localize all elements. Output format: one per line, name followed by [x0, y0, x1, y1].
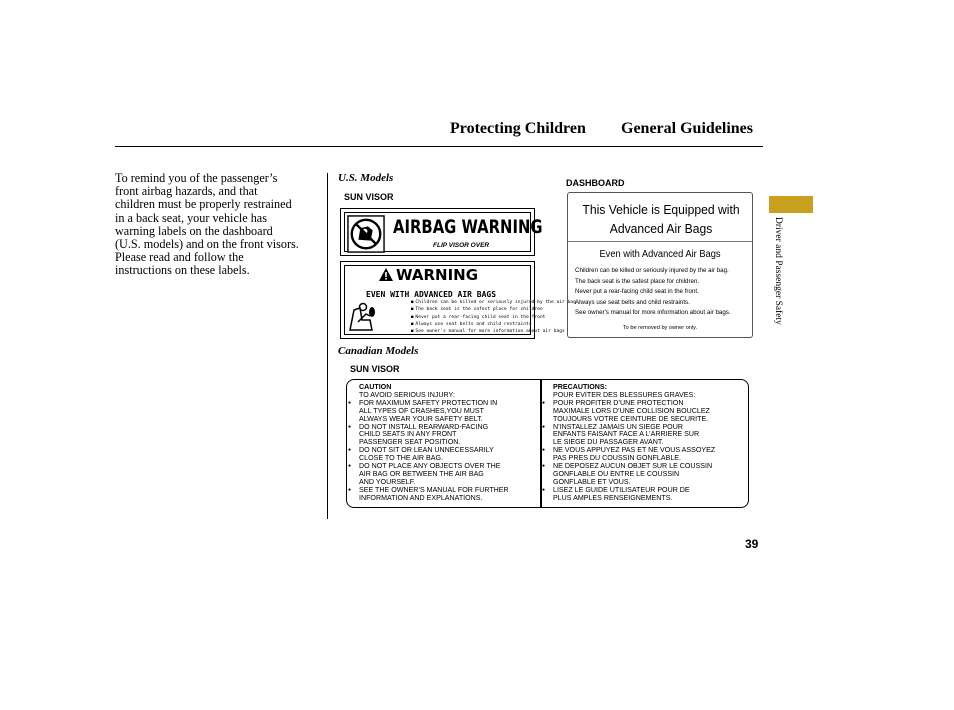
dashboard-subtitle: Even with Advanced Air Bags [599, 249, 721, 260]
caution-item: ● FOR MAXIMUM SAFETY PROTECTION IN [359, 400, 509, 408]
precautions-column [553, 384, 715, 503]
canadian-models-heading: Canadian Models [338, 345, 419, 357]
precautions-item: ● NE VOUS APPUYEZ PAS ET NE VOUS ASSOYEZ [553, 447, 715, 455]
section-tab [769, 196, 813, 213]
list-item: ■ See owner's manual for more information about air bags [411, 328, 576, 335]
precautions-lead: POUR EVITER DES BLESSURES GRAVES: [553, 390, 696, 399]
side-section-label: Driver and Passenger Safety [773, 217, 783, 325]
intro-line: To remind you of the passenger’s [115, 171, 278, 185]
list-item: The back seat is the safest place for children. [575, 277, 700, 285]
intro-line: front airbag hazards, and that [115, 184, 258, 199]
list-item: ■ Always use seat belts and child restraints [411, 321, 576, 328]
warning-triangle-icon [379, 268, 393, 281]
precautions-item-cont: TOUJOURS VOTRE CEINTURE DE SECURITE. [553, 414, 709, 423]
intro-line: in a back seat, your vehicle has [115, 210, 267, 225]
precautions-item: ● NE DEPOSEZ AUCUN OBJET SUR LE COUSSIN [553, 463, 715, 471]
caution-column [359, 384, 509, 503]
precautions-item: ● N’INSTALLEZ JAMAIS UN SIEGE POUR [553, 424, 715, 432]
page-number: 39 [745, 537, 759, 551]
subsection-title: General Guidelines [621, 120, 753, 137]
caution-item: ● DO NOT SIT OR LEAN UNNECESSARILY [359, 447, 509, 455]
list-item: Always use seat belts and child restraints. [575, 298, 690, 306]
warning-title: WARNING [396, 266, 479, 284]
caution-item-cont: PASSENGER SEAT POSITION. [359, 438, 461, 447]
precautions-item: ● LISEZ LE GUIDE UTILISATEUR POUR DE [553, 487, 715, 495]
intro-line: children must be properly restrained [115, 197, 292, 212]
precautions-item-cont: GONFLABLE OU ENTRE LE COUSSIN [553, 469, 680, 478]
column-divider [327, 173, 328, 519]
list-item: See owner's manual for more information about air bags. [575, 309, 731, 317]
caution-item: ● DO NOT PLACE ANY OBJECTS OVER THE [359, 463, 509, 471]
dashboard-title-line: Advanced Air Bags [609, 221, 713, 236]
canadian-visor-label [346, 379, 749, 508]
intro-line: instructions on these labels. [115, 263, 250, 278]
warning-subtitle: EVEN WITH ADVANCED AIR BAGS [366, 290, 497, 299]
dashboard-title [578, 200, 744, 238]
us-models-heading: U.S. Models [338, 172, 394, 184]
precautions-title: PRECAUTIONS: [553, 383, 607, 391]
passenger-airbag-illustration-icon [348, 300, 376, 334]
us-sun-visor-label: SUN VISOR [344, 192, 394, 202]
canadian-sun-visor-label: SUN VISOR [350, 364, 400, 374]
dashboard-divider [568, 241, 752, 242]
list-item: Never put a rear-facing child seat in the front. [575, 288, 699, 296]
intro-paragraph [115, 172, 327, 278]
no-child-seat-icon [347, 215, 385, 253]
airbag-warning-label [340, 208, 543, 256]
caution-item-cont: AIR BAG OR BETWEEN THE AIR BAG [359, 469, 484, 478]
caution-item-cont: CHILD SEATS IN ANY FRONT [359, 430, 457, 439]
intro-line: Please read and follow the [115, 250, 244, 265]
caution-item-cont: ALWAYS WEAR YOUR SAFETY BELT. [359, 414, 483, 423]
caution-item-cont: ALL TYPES OF CRASHES,YOU MUST [359, 406, 484, 415]
dashboard-list [575, 266, 731, 319]
warning-list [411, 299, 576, 335]
intro-line: warning labels on the dashboard [115, 223, 273, 238]
warning-label [340, 261, 576, 339]
precautions-item-cont: MAXIMALE LORS D’UNE COLLISION BOUCLEZ [553, 406, 710, 415]
intro-line: (U.S. models) and on the front visors. [115, 237, 299, 252]
precautions-item-cont: GONFLABLE ET VOUS. [553, 477, 631, 486]
caution-item-cont: AND YOURSELF. [359, 477, 416, 486]
dashboard-footer: To be removed by owner only. [622, 325, 698, 331]
airbag-warning-title: AIRBAG WARNING [393, 216, 543, 238]
caution-item: ● SEE THE OWNER’S MANUAL FOR FURTHER [359, 487, 509, 495]
caution-item: ● DO NOT INSTALL REARWARD-FACING [359, 424, 509, 432]
header-rule [115, 146, 763, 147]
dashboard-label: DASHBOARD [566, 178, 625, 188]
precautions-item-cont: PAS PRES DU COUSSIN GONFLABLE. [553, 454, 681, 463]
precautions-item-cont: PLUS AMPLES RENSEIGNEMENTS. [553, 493, 673, 502]
precautions-item: ● POUR PROFITER D’UNE PROTECTION [553, 400, 715, 408]
caution-lead: TO AVOID SERIOUS INJURY: [359, 390, 455, 399]
dashboard-title-line: This Vehicle is Equipped with [582, 202, 740, 217]
list-item: ■ The back seat is the safest place for children [411, 306, 576, 313]
caution-item-cont: CLOSE TO THE AIR BAG. [359, 454, 443, 463]
flip-visor-text: FLIP VISOR OVER [433, 242, 490, 249]
precautions-item-cont: LE SIEGE DU PASSAGER AVANT. [553, 438, 664, 447]
list-item: ■ Children can be killed or seriously injured by the air bag [411, 299, 576, 306]
section-title: Protecting Children [450, 120, 586, 137]
precautions-item-cont: ENFANTS FAISANT FACE A L’ARRIERE SUR [553, 430, 700, 439]
list-item: ■ Never put a rear-facing child seat in the front [411, 314, 576, 321]
dashboard-airbag-label [567, 192, 753, 338]
caution-title: CAUTION [359, 383, 392, 391]
list-item: Children can be killed or seriously injured by the air bag. [575, 267, 729, 274]
caution-item-cont: INFORMATION AND EXPLANATIONS. [359, 493, 483, 502]
